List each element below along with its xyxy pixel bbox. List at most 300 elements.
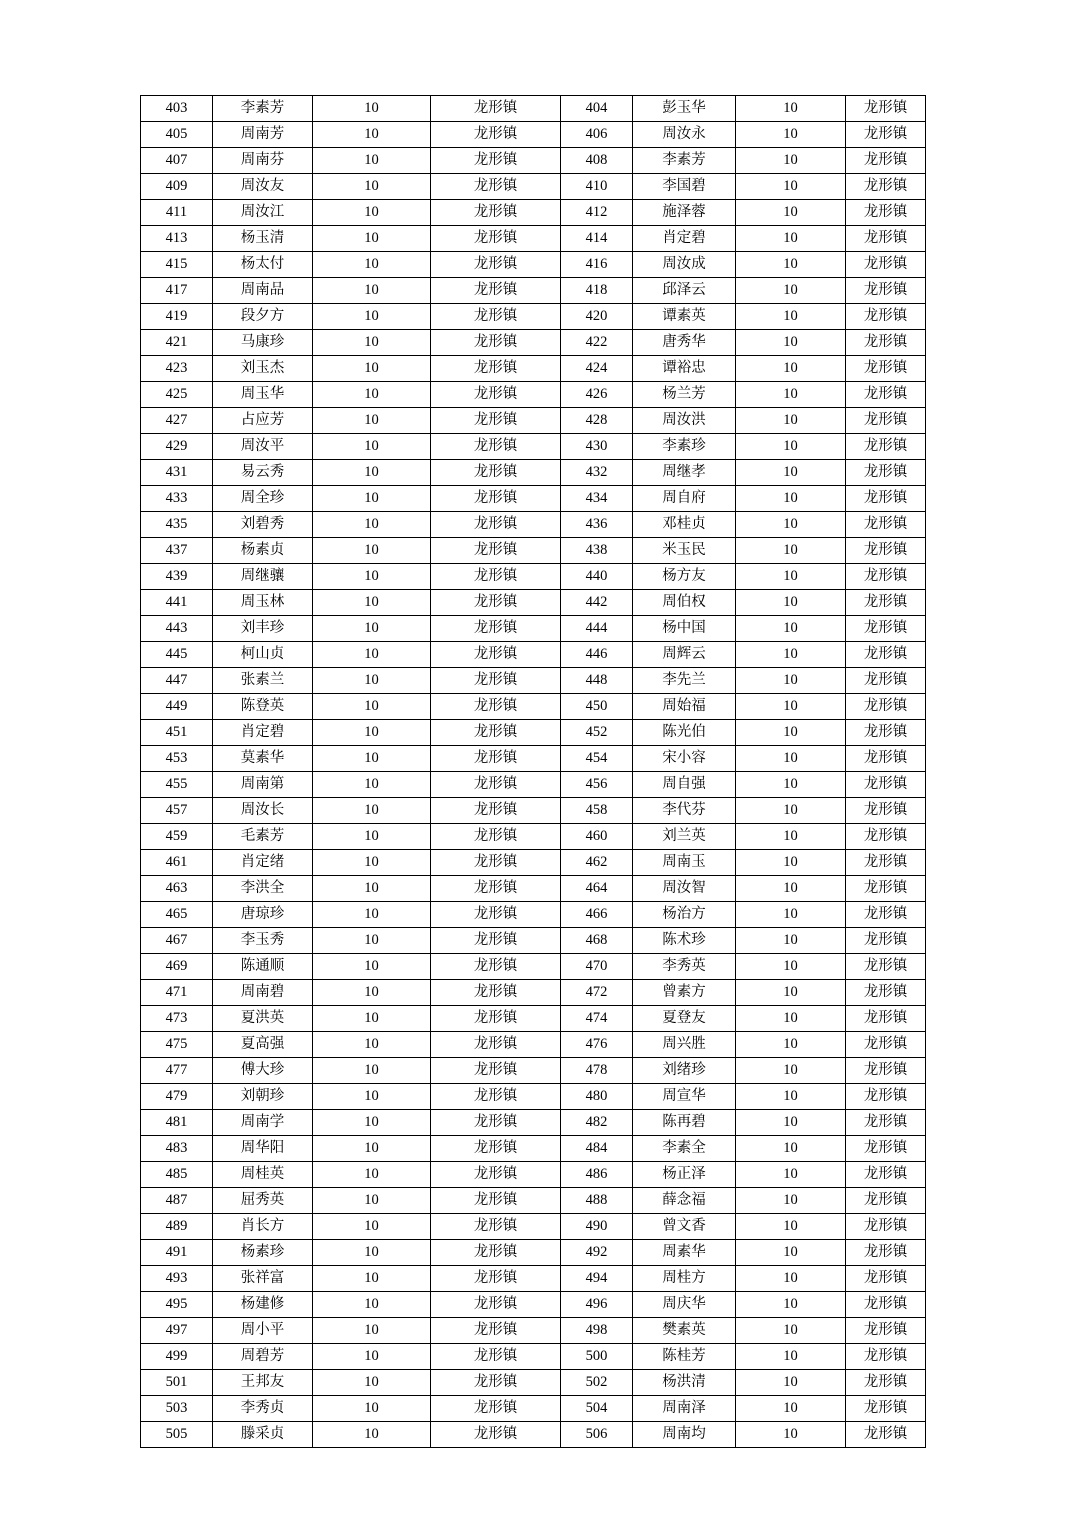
amount-cell-left: 10 xyxy=(313,720,431,746)
town-cell-left: 龙形镇 xyxy=(431,798,561,824)
name-cell-right: 肖定碧 xyxy=(633,226,736,252)
town-cell-left: 龙形镇 xyxy=(431,746,561,772)
name-cell-left: 毛素芳 xyxy=(213,824,313,850)
serial-cell-right: 498 xyxy=(561,1318,633,1344)
amount-cell-left: 10 xyxy=(313,1370,431,1396)
serial-cell-right: 492 xyxy=(561,1240,633,1266)
serial-cell-left: 503 xyxy=(141,1396,213,1422)
serial-cell-right: 442 xyxy=(561,590,633,616)
table-row xyxy=(141,1370,926,1396)
amount-cell-left: 10 xyxy=(313,1396,431,1422)
name-cell-right: 周伯权 xyxy=(633,590,736,616)
name-cell-right: 米玉民 xyxy=(633,538,736,564)
amount-cell-left: 10 xyxy=(313,1110,431,1136)
serial-cell-left: 477 xyxy=(141,1058,213,1084)
amount-cell-left: 10 xyxy=(313,486,431,512)
amount-cell-right: 10 xyxy=(736,1188,846,1214)
amount-cell-right: 10 xyxy=(736,408,846,434)
table-row xyxy=(141,434,926,460)
serial-cell-left: 471 xyxy=(141,980,213,1006)
serial-cell-right: 458 xyxy=(561,798,633,824)
amount-cell-right: 10 xyxy=(736,1084,846,1110)
serial-cell-right: 464 xyxy=(561,876,633,902)
name-cell-right: 周兴胜 xyxy=(633,1032,736,1058)
name-cell-left: 滕采贞 xyxy=(213,1422,313,1448)
table-row xyxy=(141,876,926,902)
town-cell-left: 龙形镇 xyxy=(431,226,561,252)
amount-cell-right: 10 xyxy=(736,616,846,642)
serial-cell-left: 457 xyxy=(141,798,213,824)
town-cell-left: 龙形镇 xyxy=(431,1240,561,1266)
serial-cell-right: 416 xyxy=(561,252,633,278)
table-row xyxy=(141,460,926,486)
name-cell-right: 周南玉 xyxy=(633,850,736,876)
town-cell-right: 龙形镇 xyxy=(846,720,926,746)
name-cell-left: 周玉华 xyxy=(213,382,313,408)
roster-table xyxy=(140,95,926,1448)
name-cell-right: 刘绪珍 xyxy=(633,1058,736,1084)
town-cell-left: 龙形镇 xyxy=(431,1110,561,1136)
town-cell-right: 龙形镇 xyxy=(846,1084,926,1110)
table-row xyxy=(141,746,926,772)
amount-cell-right: 10 xyxy=(736,1292,846,1318)
amount-cell-right: 10 xyxy=(736,772,846,798)
town-cell-left: 龙形镇 xyxy=(431,642,561,668)
serial-cell-left: 459 xyxy=(141,824,213,850)
table-row xyxy=(141,954,926,980)
amount-cell-left: 10 xyxy=(313,902,431,928)
table-row xyxy=(141,96,926,122)
table-row xyxy=(141,486,926,512)
name-cell-left: 周南品 xyxy=(213,278,313,304)
serial-cell-right: 484 xyxy=(561,1136,633,1162)
amount-cell-left: 10 xyxy=(313,1344,431,1370)
town-cell-right: 龙形镇 xyxy=(846,122,926,148)
amount-cell-left: 10 xyxy=(313,252,431,278)
table-row xyxy=(141,200,926,226)
name-cell-right: 李素全 xyxy=(633,1136,736,1162)
serial-cell-right: 426 xyxy=(561,382,633,408)
amount-cell-left: 10 xyxy=(313,408,431,434)
serial-cell-left: 487 xyxy=(141,1188,213,1214)
serial-cell-left: 439 xyxy=(141,564,213,590)
serial-cell-left: 451 xyxy=(141,720,213,746)
amount-cell-right: 10 xyxy=(736,1032,846,1058)
serial-cell-right: 432 xyxy=(561,460,633,486)
serial-cell-left: 463 xyxy=(141,876,213,902)
town-cell-right: 龙形镇 xyxy=(846,1318,926,1344)
serial-cell-right: 460 xyxy=(561,824,633,850)
name-cell-right: 周桂方 xyxy=(633,1266,736,1292)
amount-cell-left: 10 xyxy=(313,174,431,200)
name-cell-right: 周辉云 xyxy=(633,642,736,668)
amount-cell-right: 10 xyxy=(736,252,846,278)
town-cell-right: 龙形镇 xyxy=(846,928,926,954)
town-cell-left: 龙形镇 xyxy=(431,148,561,174)
town-cell-left: 龙形镇 xyxy=(431,486,561,512)
amount-cell-left: 10 xyxy=(313,824,431,850)
table-row xyxy=(141,902,926,928)
town-cell-left: 龙形镇 xyxy=(431,122,561,148)
serial-cell-right: 476 xyxy=(561,1032,633,1058)
amount-cell-right: 10 xyxy=(736,902,846,928)
town-cell-left: 龙形镇 xyxy=(431,902,561,928)
serial-cell-right: 470 xyxy=(561,954,633,980)
amount-cell-left: 10 xyxy=(313,1318,431,1344)
serial-cell-left: 413 xyxy=(141,226,213,252)
table-row xyxy=(141,382,926,408)
amount-cell-right: 10 xyxy=(736,980,846,1006)
town-cell-left: 龙形镇 xyxy=(431,616,561,642)
town-cell-left: 龙形镇 xyxy=(431,980,561,1006)
amount-cell-right: 10 xyxy=(736,1318,846,1344)
town-cell-right: 龙形镇 xyxy=(846,1110,926,1136)
town-cell-right: 龙形镇 xyxy=(846,850,926,876)
table-row xyxy=(141,668,926,694)
amount-cell-right: 10 xyxy=(736,928,846,954)
name-cell-right: 李先兰 xyxy=(633,668,736,694)
name-cell-right: 周汝永 xyxy=(633,122,736,148)
town-cell-left: 龙形镇 xyxy=(431,772,561,798)
town-cell-left: 龙形镇 xyxy=(431,876,561,902)
name-cell-right: 陈桂芳 xyxy=(633,1344,736,1370)
name-cell-right: 杨治方 xyxy=(633,902,736,928)
serial-cell-right: 424 xyxy=(561,356,633,382)
serial-cell-right: 474 xyxy=(561,1006,633,1032)
amount-cell-left: 10 xyxy=(313,382,431,408)
serial-cell-left: 409 xyxy=(141,174,213,200)
town-cell-left: 龙形镇 xyxy=(431,356,561,382)
town-cell-left: 龙形镇 xyxy=(431,1422,561,1448)
name-cell-right: 周自府 xyxy=(633,486,736,512)
town-cell-right: 龙形镇 xyxy=(846,694,926,720)
name-cell-right: 周继孝 xyxy=(633,460,736,486)
name-cell-left: 周华阳 xyxy=(213,1136,313,1162)
amount-cell-left: 10 xyxy=(313,278,431,304)
name-cell-right: 曾素方 xyxy=(633,980,736,1006)
amount-cell-right: 10 xyxy=(736,954,846,980)
amount-cell-right: 10 xyxy=(736,486,846,512)
table-row xyxy=(141,798,926,824)
amount-cell-right: 10 xyxy=(736,850,846,876)
serial-cell-left: 505 xyxy=(141,1422,213,1448)
serial-cell-left: 491 xyxy=(141,1240,213,1266)
town-cell-right: 龙形镇 xyxy=(846,226,926,252)
table-row xyxy=(141,1214,926,1240)
amount-cell-right: 10 xyxy=(736,460,846,486)
town-cell-right: 龙形镇 xyxy=(846,1006,926,1032)
town-cell-right: 龙形镇 xyxy=(846,1344,926,1370)
name-cell-right: 周汝智 xyxy=(633,876,736,902)
amount-cell-right: 10 xyxy=(736,148,846,174)
serial-cell-right: 480 xyxy=(561,1084,633,1110)
name-cell-right: 夏登友 xyxy=(633,1006,736,1032)
name-cell-left: 陈登英 xyxy=(213,694,313,720)
town-cell-left: 龙形镇 xyxy=(431,1136,561,1162)
serial-cell-left: 437 xyxy=(141,538,213,564)
serial-cell-left: 475 xyxy=(141,1032,213,1058)
serial-cell-left: 421 xyxy=(141,330,213,356)
serial-cell-right: 436 xyxy=(561,512,633,538)
town-cell-right: 龙形镇 xyxy=(846,408,926,434)
serial-cell-left: 443 xyxy=(141,616,213,642)
town-cell-right: 龙形镇 xyxy=(846,1266,926,1292)
amount-cell-left: 10 xyxy=(313,200,431,226)
amount-cell-right: 10 xyxy=(736,746,846,772)
amount-cell-right: 10 xyxy=(736,1344,846,1370)
amount-cell-right: 10 xyxy=(736,642,846,668)
serial-cell-left: 499 xyxy=(141,1344,213,1370)
town-cell-right: 龙形镇 xyxy=(846,1058,926,1084)
name-cell-right: 陈光伯 xyxy=(633,720,736,746)
town-cell-left: 龙形镇 xyxy=(431,1266,561,1292)
name-cell-right: 李国碧 xyxy=(633,174,736,200)
serial-cell-right: 408 xyxy=(561,148,633,174)
serial-cell-left: 435 xyxy=(141,512,213,538)
table-row xyxy=(141,720,926,746)
town-cell-left: 龙形镇 xyxy=(431,1396,561,1422)
name-cell-left: 刘丰珍 xyxy=(213,616,313,642)
table-row xyxy=(141,772,926,798)
serial-cell-right: 444 xyxy=(561,616,633,642)
town-cell-right: 龙形镇 xyxy=(846,668,926,694)
serial-cell-left: 497 xyxy=(141,1318,213,1344)
table-row xyxy=(141,174,926,200)
town-cell-left: 龙形镇 xyxy=(431,538,561,564)
name-cell-left: 刘朝珍 xyxy=(213,1084,313,1110)
serial-cell-right: 488 xyxy=(561,1188,633,1214)
name-cell-right: 施泽蓉 xyxy=(633,200,736,226)
amount-cell-right: 10 xyxy=(736,824,846,850)
town-cell-left: 龙形镇 xyxy=(431,1032,561,1058)
town-cell-left: 龙形镇 xyxy=(431,278,561,304)
table-row xyxy=(141,1188,926,1214)
serial-cell-right: 478 xyxy=(561,1058,633,1084)
serial-cell-right: 482 xyxy=(561,1110,633,1136)
town-cell-right: 龙形镇 xyxy=(846,1162,926,1188)
amount-cell-left: 10 xyxy=(313,668,431,694)
serial-cell-left: 423 xyxy=(141,356,213,382)
serial-cell-right: 412 xyxy=(561,200,633,226)
serial-cell-left: 427 xyxy=(141,408,213,434)
name-cell-left: 王邦友 xyxy=(213,1370,313,1396)
serial-cell-left: 465 xyxy=(141,902,213,928)
amount-cell-left: 10 xyxy=(313,1188,431,1214)
town-cell-left: 龙形镇 xyxy=(431,1318,561,1344)
town-cell-left: 龙形镇 xyxy=(431,850,561,876)
serial-cell-left: 429 xyxy=(141,434,213,460)
table-row xyxy=(141,1084,926,1110)
table-row xyxy=(141,1292,926,1318)
name-cell-left: 杨素贞 xyxy=(213,538,313,564)
serial-cell-right: 468 xyxy=(561,928,633,954)
serial-cell-left: 453 xyxy=(141,746,213,772)
serial-cell-right: 438 xyxy=(561,538,633,564)
town-cell-left: 龙形镇 xyxy=(431,382,561,408)
serial-cell-right: 420 xyxy=(561,304,633,330)
name-cell-left: 张祥富 xyxy=(213,1266,313,1292)
amount-cell-right: 10 xyxy=(736,1240,846,1266)
name-cell-left: 周南芳 xyxy=(213,122,313,148)
amount-cell-right: 10 xyxy=(736,1110,846,1136)
name-cell-left: 陈通顺 xyxy=(213,954,313,980)
table-row xyxy=(141,122,926,148)
name-cell-right: 陈术珍 xyxy=(633,928,736,954)
town-cell-right: 龙形镇 xyxy=(846,1292,926,1318)
town-cell-left: 龙形镇 xyxy=(431,174,561,200)
name-cell-right: 周素华 xyxy=(633,1240,736,1266)
town-cell-right: 龙形镇 xyxy=(846,616,926,642)
town-cell-right: 龙形镇 xyxy=(846,1188,926,1214)
amount-cell-left: 10 xyxy=(313,616,431,642)
serial-cell-right: 440 xyxy=(561,564,633,590)
name-cell-right: 杨正泽 xyxy=(633,1162,736,1188)
name-cell-left: 屈秀英 xyxy=(213,1188,313,1214)
town-cell-right: 龙形镇 xyxy=(846,382,926,408)
amount-cell-right: 10 xyxy=(736,1370,846,1396)
name-cell-right: 杨洪清 xyxy=(633,1370,736,1396)
table-row xyxy=(141,408,926,434)
name-cell-right: 周始福 xyxy=(633,694,736,720)
table-row xyxy=(141,980,926,1006)
table-row xyxy=(141,1162,926,1188)
name-cell-left: 杨玉清 xyxy=(213,226,313,252)
town-cell-left: 龙形镇 xyxy=(431,200,561,226)
serial-cell-left: 449 xyxy=(141,694,213,720)
serial-cell-left: 473 xyxy=(141,1006,213,1032)
town-cell-left: 龙形镇 xyxy=(431,1188,561,1214)
amount-cell-left: 10 xyxy=(313,798,431,824)
amount-cell-left: 10 xyxy=(313,96,431,122)
amount-cell-right: 10 xyxy=(736,200,846,226)
name-cell-right: 李代芬 xyxy=(633,798,736,824)
name-cell-left: 周汝江 xyxy=(213,200,313,226)
town-cell-left: 龙形镇 xyxy=(431,590,561,616)
town-cell-left: 龙形镇 xyxy=(431,1214,561,1240)
table-row xyxy=(141,824,926,850)
serial-cell-left: 415 xyxy=(141,252,213,278)
amount-cell-left: 10 xyxy=(313,1162,431,1188)
town-cell-left: 龙形镇 xyxy=(431,330,561,356)
town-cell-right: 龙形镇 xyxy=(846,746,926,772)
amount-cell-left: 10 xyxy=(313,122,431,148)
town-cell-right: 龙形镇 xyxy=(846,434,926,460)
name-cell-left: 刘玉杰 xyxy=(213,356,313,382)
serial-cell-left: 469 xyxy=(141,954,213,980)
town-cell-right: 龙形镇 xyxy=(846,252,926,278)
name-cell-left: 周南碧 xyxy=(213,980,313,1006)
town-cell-right: 龙形镇 xyxy=(846,460,926,486)
town-cell-left: 龙形镇 xyxy=(431,1058,561,1084)
town-cell-left: 龙形镇 xyxy=(431,1344,561,1370)
amount-cell-right: 10 xyxy=(736,668,846,694)
serial-cell-left: 405 xyxy=(141,122,213,148)
serial-cell-left: 489 xyxy=(141,1214,213,1240)
table-row xyxy=(141,512,926,538)
town-cell-right: 龙形镇 xyxy=(846,538,926,564)
name-cell-right: 曾文香 xyxy=(633,1214,736,1240)
serial-cell-right: 450 xyxy=(561,694,633,720)
name-cell-left: 李玉秀 xyxy=(213,928,313,954)
amount-cell-left: 10 xyxy=(313,304,431,330)
amount-cell-left: 10 xyxy=(313,746,431,772)
name-cell-right: 樊素英 xyxy=(633,1318,736,1344)
name-cell-left: 周小平 xyxy=(213,1318,313,1344)
town-cell-left: 龙形镇 xyxy=(431,694,561,720)
name-cell-left: 周玉林 xyxy=(213,590,313,616)
name-cell-left: 易云秀 xyxy=(213,460,313,486)
table-row xyxy=(141,1344,926,1370)
amount-cell-left: 10 xyxy=(313,1266,431,1292)
town-cell-right: 龙形镇 xyxy=(846,824,926,850)
town-cell-right: 龙形镇 xyxy=(846,486,926,512)
table-row xyxy=(141,1032,926,1058)
name-cell-left: 李素芳 xyxy=(213,96,313,122)
table-body xyxy=(141,96,926,1448)
amount-cell-right: 10 xyxy=(736,1058,846,1084)
name-cell-right: 李素珍 xyxy=(633,434,736,460)
serial-cell-left: 493 xyxy=(141,1266,213,1292)
table-row xyxy=(141,1318,926,1344)
amount-cell-left: 10 xyxy=(313,1292,431,1318)
town-cell-right: 龙形镇 xyxy=(846,564,926,590)
table-row xyxy=(141,304,926,330)
name-cell-left: 杨太付 xyxy=(213,252,313,278)
town-cell-left: 龙形镇 xyxy=(431,512,561,538)
name-cell-left: 周汝长 xyxy=(213,798,313,824)
name-cell-right: 彭玉华 xyxy=(633,96,736,122)
amount-cell-left: 10 xyxy=(313,1422,431,1448)
table-row xyxy=(141,1422,926,1448)
name-cell-left: 柯山贞 xyxy=(213,642,313,668)
serial-cell-right: 504 xyxy=(561,1396,633,1422)
amount-cell-right: 10 xyxy=(736,356,846,382)
amount-cell-left: 10 xyxy=(313,330,431,356)
amount-cell-right: 10 xyxy=(736,512,846,538)
amount-cell-right: 10 xyxy=(736,876,846,902)
town-cell-left: 龙形镇 xyxy=(431,720,561,746)
serial-cell-left: 485 xyxy=(141,1162,213,1188)
town-cell-left: 龙形镇 xyxy=(431,434,561,460)
serial-cell-left: 445 xyxy=(141,642,213,668)
town-cell-left: 龙形镇 xyxy=(431,1006,561,1032)
serial-cell-right: 430 xyxy=(561,434,633,460)
town-cell-right: 龙形镇 xyxy=(846,1032,926,1058)
name-cell-right: 周南泽 xyxy=(633,1396,736,1422)
name-cell-left: 周碧芳 xyxy=(213,1344,313,1370)
town-cell-left: 龙形镇 xyxy=(431,668,561,694)
serial-cell-right: 454 xyxy=(561,746,633,772)
table-row xyxy=(141,616,926,642)
amount-cell-right: 10 xyxy=(736,122,846,148)
name-cell-left: 夏洪英 xyxy=(213,1006,313,1032)
town-cell-right: 龙形镇 xyxy=(846,278,926,304)
serial-cell-right: 446 xyxy=(561,642,633,668)
name-cell-left: 唐琼珍 xyxy=(213,902,313,928)
town-cell-right: 龙形镇 xyxy=(846,356,926,382)
serial-cell-right: 500 xyxy=(561,1344,633,1370)
town-cell-right: 龙形镇 xyxy=(846,330,926,356)
town-cell-right: 龙形镇 xyxy=(846,1240,926,1266)
town-cell-right: 龙形镇 xyxy=(846,1214,926,1240)
name-cell-left: 李洪全 xyxy=(213,876,313,902)
amount-cell-right: 10 xyxy=(736,1162,846,1188)
amount-cell-right: 10 xyxy=(736,304,846,330)
amount-cell-right: 10 xyxy=(736,1214,846,1240)
serial-cell-left: 411 xyxy=(141,200,213,226)
name-cell-right: 周自强 xyxy=(633,772,736,798)
town-cell-left: 龙形镇 xyxy=(431,928,561,954)
